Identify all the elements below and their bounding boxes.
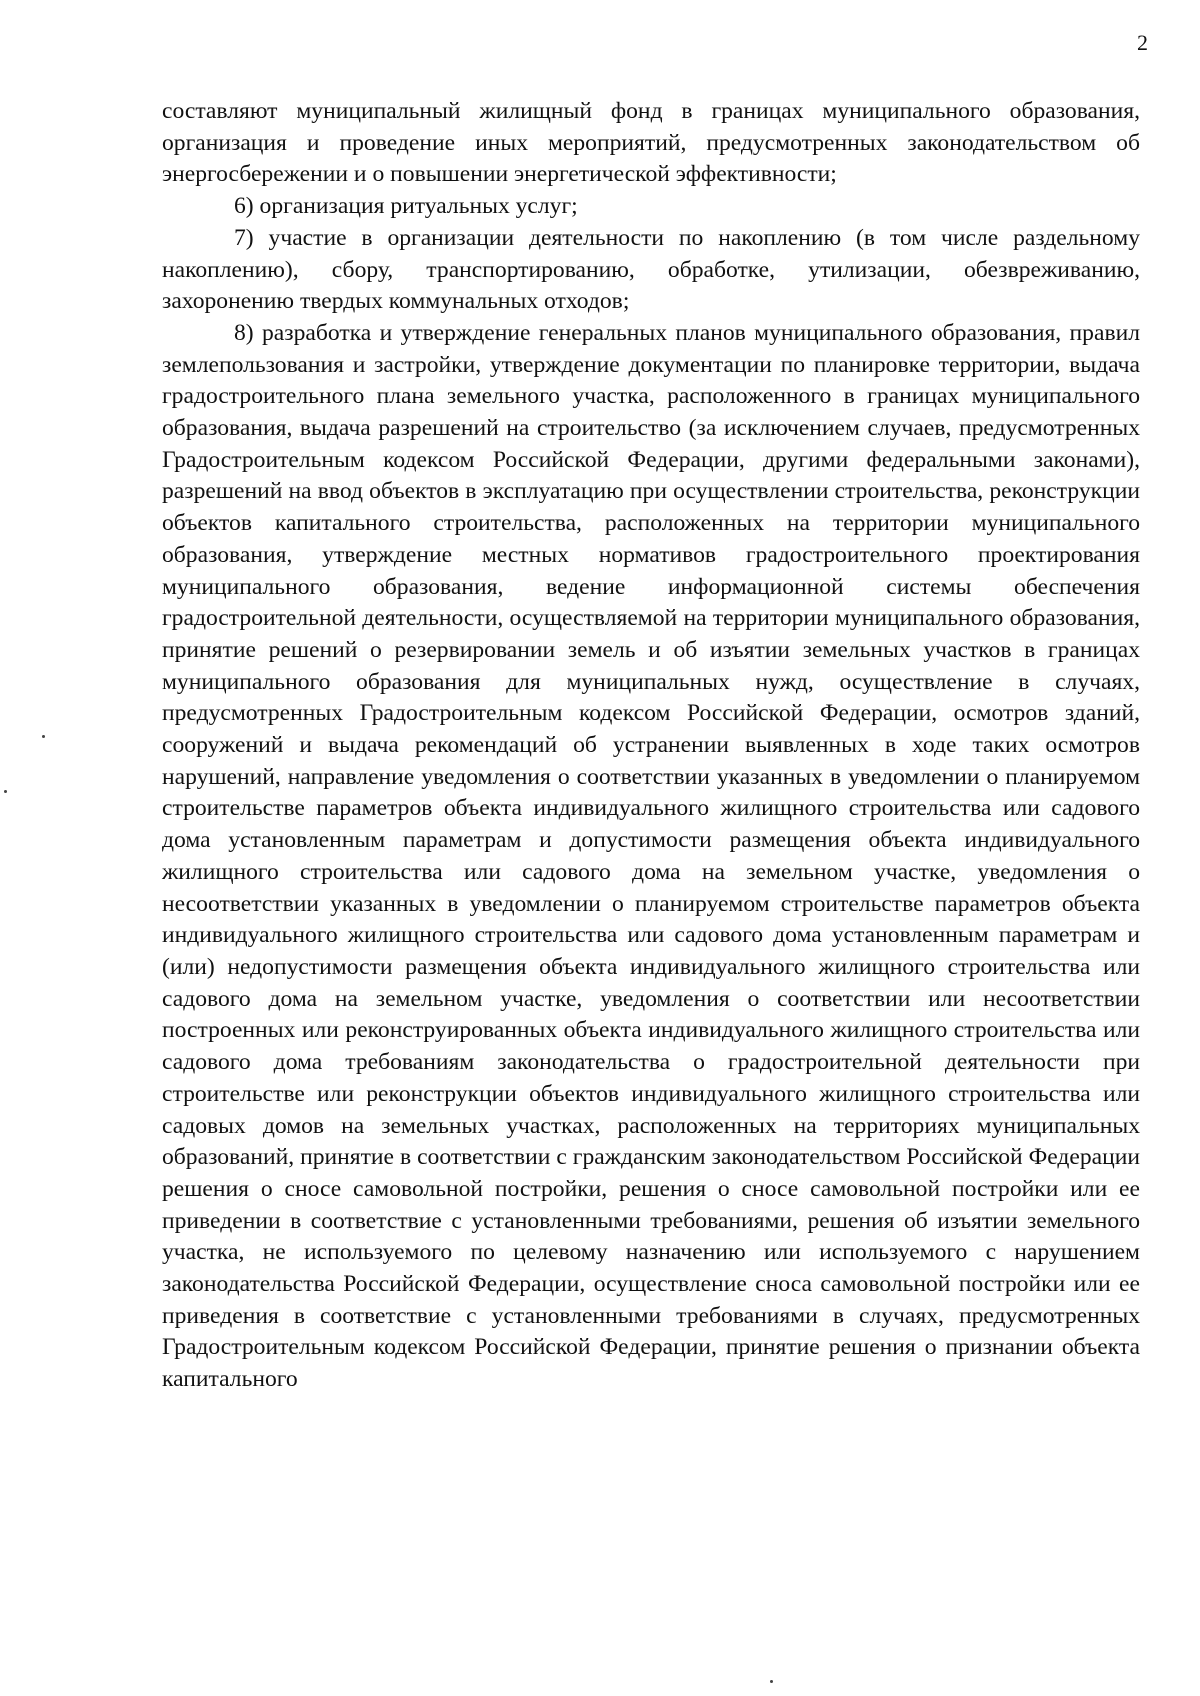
page-number: 2 (1137, 30, 1148, 55)
document-body (162, 96, 1140, 1396)
paragraph-item-6: 6) организация ритуальных услуг; (234, 193, 578, 220)
paragraph-continuation: составляют муниципальный жилищный фонд в границах муниципального образования, организация и проведение иных мероприятий, предусмотренных законодательством об энергосбережении и о повышении энергетической эффективности; (162, 98, 1140, 188)
paragraph-item-8: 8) разработка и утверждение генеральных планов муниципального образования, правил землепользования и застройки, утверждение документации по планировке территории, выдача градостроительного плана земельного участка, расположенного в границах муниципального образования, выдача разрешений на строительство (за исключением случаев, предусмотренных Градостроительным кодексом Российской Федерации, другими федеральными законами), разрешений на ввод объектов в эксплуатацию при осуществлении строительства, реконструкции объектов капитального строительства, расположенных на территории муниципального образования, утверждение местных нормативов градостроительного проектирования муниципального образования, ведение информационной системы обеспечения градостроительной деятельности, осуществляемой на территории муниципального образования, принятие решений о резервировании земель и об изъятии земельных участков в границах муниципального образования для муниципальных нужд, осуществление в случаях, предусмотренных Градостроительным кодексом Российской Федерации, осмотров зданий, сооружений и выдача рекомендаций об устранении выявленных в ходе таких осмотров нарушений, направление уведомления о соответствии указанных в уведомлении о планируемом строительстве параметров объекта индивидуального жилищного строительства или садового дома установленным параметрам и допустимости размещения объекта индивидуального жилищного строительства или садового дома на земельном участке, уведомления о несоответствии указанных в уведомлении о планируемом строительстве параметров объекта индивидуального жилищного строительства или садового дома установленным параметрам и (или) недопустимости размещения объекта индивидуального жилищного строительства или садового дома на земельном участке, уведомления о соответствии или несоответствии построенных или реконструированных объекта индивидуального жилищного строительства или садового дома требованиям законодательства о градостроительной деятельности при строительстве или реконструкции объектов индивидуального жилищного строительства или садовых домов на земельных участках, расположенных на территориях муниципальных образований, принятие в соответствии с гражданским законодательством Российской Федерации решения о сносе самовольной постройки, решения о сносе самовольной постройки или ее приведении в соответствие с установленными требованиями, решения об изъятии земельного участка, не используемого по целевому назначению или используемого с нарушением законодательства Российской Федерации, осуществление сноса самовольной постройки или ее приведения в соответствие с установленными требованиями в случаях, предусмотренных Градостроительным кодексом Российской Федерации, принятие решения о признании объекта капитального (162, 319, 1140, 1393)
scan-artifact-dot (770, 1680, 773, 1683)
scan-artifact-dot (42, 735, 45, 738)
paragraph-item-7: 7) участие в организации деятельности по накоплению (в том числе раздельному накоплению), сбору, транспортированию, обработке, утилизации, обезвреживанию, захоронению твердых коммунальных отходов; (162, 224, 1140, 315)
scan-artifact-dot (4, 790, 7, 793)
